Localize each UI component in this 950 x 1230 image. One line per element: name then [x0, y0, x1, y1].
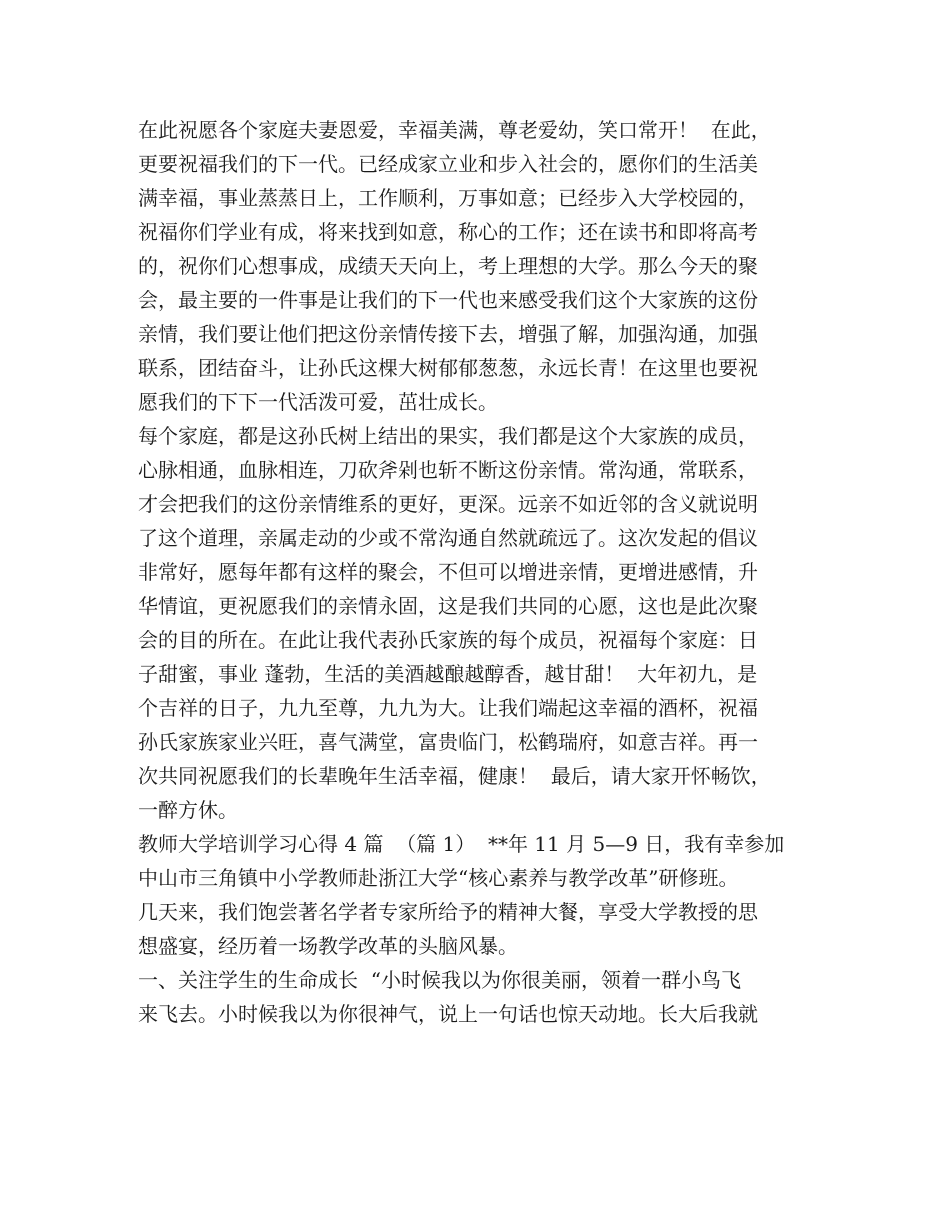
text-line-5: 的，祝你们心想事成，成绩天天向上，考上理想的大学。那么今天的聚 [138, 254, 758, 278]
text-line-7: 亲情，我们要让他们把这份亲情传接下去，增强了解，加强沟通，加强 [138, 322, 758, 346]
text-line-24: 几天来，我们饱尝著名学者专家所给予的精神大餐，享受大学教授的思 [138, 900, 758, 924]
text-line-18: 个吉祥的日子，九九至尊，九九为大。让我们端起这幸福的酒杯，祝福 [138, 696, 758, 720]
text-line-3: 满幸福，事业蒸蒸日上，工作顺利，万事如意；已经步入大学校园的， [138, 186, 758, 210]
text-line-17: 子甜蜜，事业 蓬勃，生活的美酒越酿越醇香，越甘甜！ 大年初九，是 [138, 662, 758, 686]
text-line-26: 一、关注学生的生命成长 “小时候我以为你很美丽，领着一群小鸟飞 [138, 968, 741, 992]
text-line-9: 愿我们的下下一代活泼可爱，茁壮成长。 [138, 390, 498, 414]
text-line-21: 一醉方休。 [138, 798, 238, 822]
text-line-14: 非常好，愿每年都有这样的聚会，不但可以增进亲情，更增进感情，升 [138, 560, 758, 584]
text-line-16: 会的目的所在。在此让我代表孙氏家族的每个成员，祝福每个家庭：日 [138, 628, 758, 652]
text-line-1: 在此祝愿各个家庭夫妻恩爱，幸福美满，尊老爱幼，笑口常开！ 在此， [138, 118, 771, 142]
text-line-4: 祝福你们学业有成，将来找到如意，称心的工作；还在读书和即将高考 [138, 220, 758, 244]
text-line-19: 孙氏家族家业兴旺，喜气满堂，富贵临门，松鹤瑞府，如意吉祥。再一 [138, 730, 758, 754]
text-line-22: 教师大学培训学习心得 4 篇 （篇 1） **年 11 月 5—9 日，我有幸参加 [138, 832, 785, 856]
text-line-23: 中山市三角镇中小学教师赴浙江大学“核心素养与教学改革”研修班。 [138, 866, 739, 890]
text-line-15: 华情谊，更祝愿我们的亲情永固，这是我们共同的心愿，这也是此次聚 [138, 594, 758, 618]
text-line-11: 心脉相通，血脉相连，刀砍斧剁也斩不断这份亲情。常沟通，常联系， [138, 458, 758, 482]
text-line-2: 更要祝福我们的下一代。已经成家立业和步入社会的，愿你们的生活美 [138, 152, 758, 176]
text-line-6: 会，最主要的一件事是让我们的下一代也来感受我们这个大家族的这份 [138, 288, 758, 312]
text-line-10: 每个家庭，都是这孙氏树上结出的果实，我们都是这个大家族的成员， [138, 424, 758, 448]
document-body [138, 113, 838, 1031]
text-line-8: 联系，团结奋斗，让孙氏这棵大树郁郁葱葱，永远长青！在这里也要祝 [138, 356, 758, 380]
text-line-12: 才会把我们的这份亲情维系的更好，更深。远亲不如近邻的含义就说明 [138, 492, 758, 516]
text-line-25: 想盛宴，经历着一场教学改革的头脑风暴。 [138, 934, 518, 958]
text-line-20: 次共同祝愿我们的长辈晚年生活幸福，健康！ 最后，请大家开怀畅饮， [138, 764, 771, 788]
text-line-13: 了这个道理，亲属走动的少或不常沟通自然就疏远了。这次发起的倡议 [138, 526, 758, 550]
text-line-27: 来飞去。小时候我以为你很神气，说上一句话也惊天动地。长大后我就 [138, 1002, 758, 1026]
